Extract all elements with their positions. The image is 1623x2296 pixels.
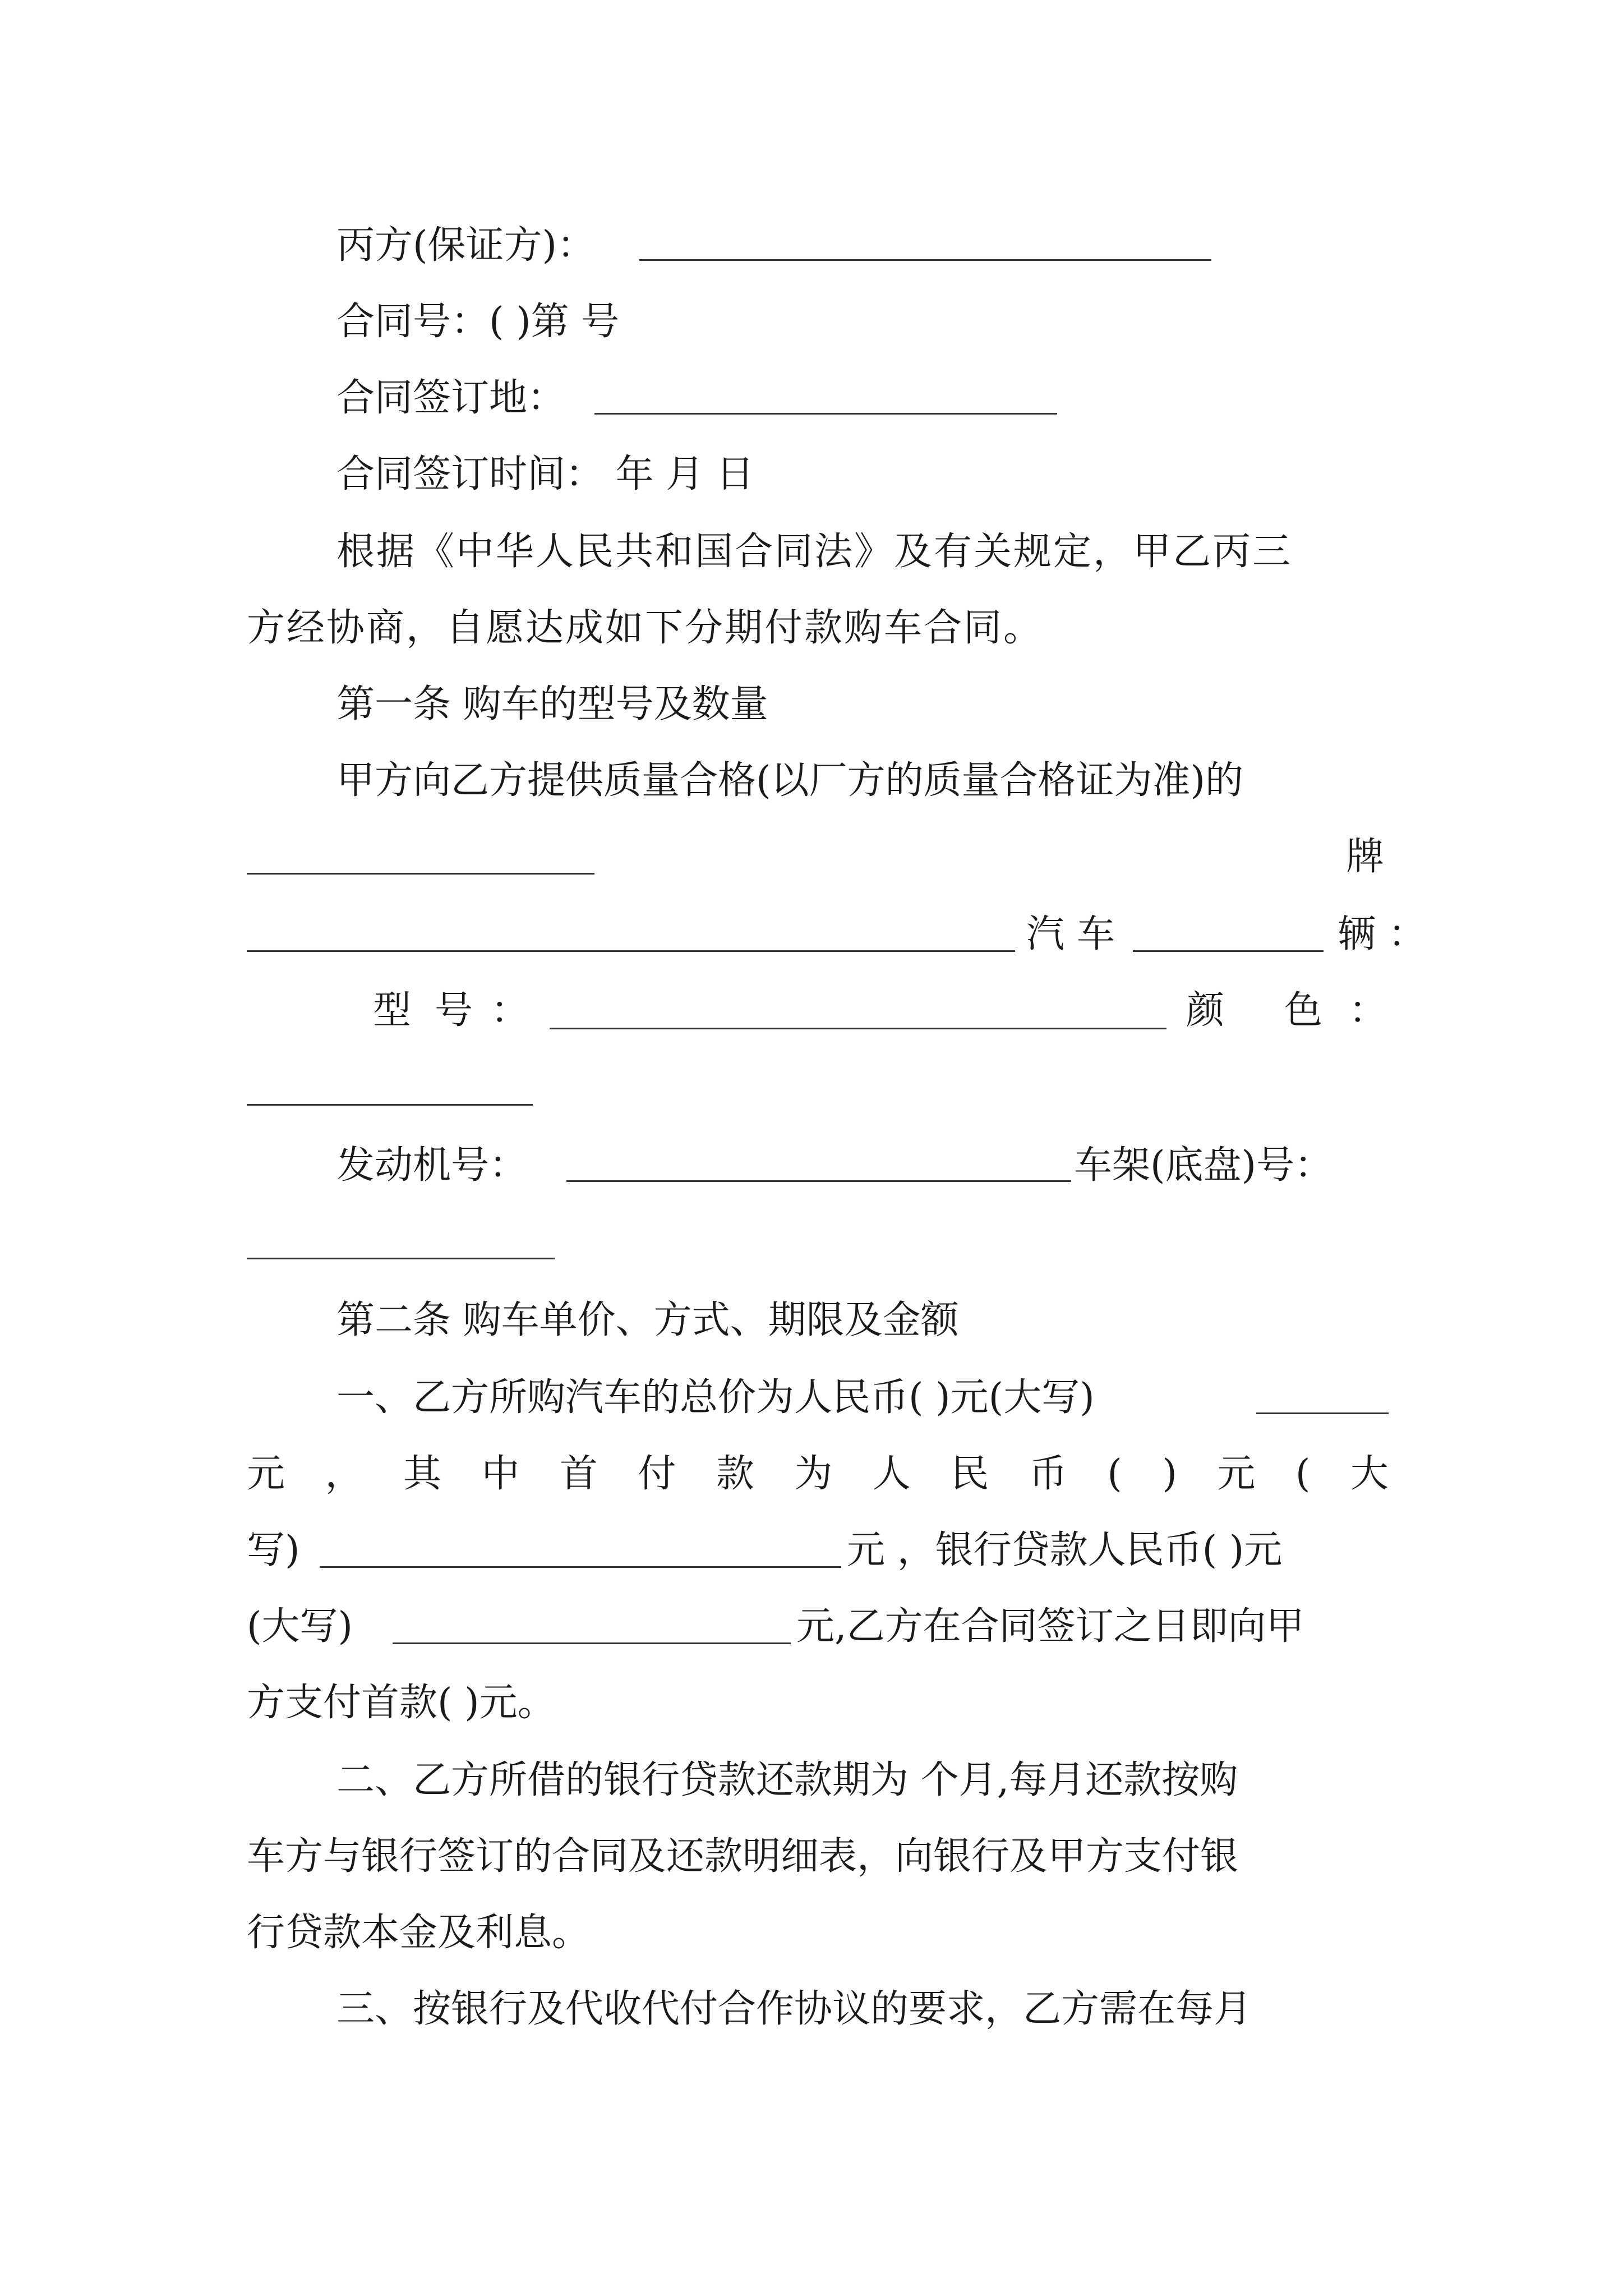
contract-number: 合同号：( )第 号: [336, 300, 620, 344]
price-line-3a: 写): [247, 1528, 300, 1572]
frame-label: 车架(底盘)号：: [1074, 1143, 1333, 1188]
price-line-2-char: 其: [403, 1452, 441, 1496]
preamble-line-1: 根据《中华人民共和国合同法》及有关规定，甲乙丙三: [336, 530, 1293, 574]
loan-words-blank: [393, 1642, 791, 1644]
agreement-line-1: 三、按银行及代收代付合作协议的要求，乙方需在每月: [336, 1987, 1252, 2031]
model-label-1: 型: [373, 988, 412, 1033]
loan-term-line-1: 二、乙方所借的银行贷款还款期为 个月,每月还款按购: [336, 1758, 1238, 1802]
price-line-2: [247, 1452, 1389, 1496]
signing-place-label: 合同签订地：: [336, 376, 566, 420]
engine-blank: [566, 1180, 1071, 1182]
price-line-2-char: 大: [1350, 1452, 1389, 1496]
guarantor-label: 丙方(保证方)：: [336, 223, 596, 268]
price-line-2-char: ，: [325, 1452, 363, 1496]
down-payment-words-blank: [320, 1566, 841, 1568]
color-label-3: ：: [1349, 988, 1387, 1033]
model-label-3: ：: [491, 988, 529, 1033]
car-label: 汽车: [1026, 912, 1128, 956]
guarantor-blank: [639, 259, 1211, 261]
price-line-2-char: (: [1107, 1452, 1122, 1496]
price-line-2-char: 民: [951, 1452, 989, 1496]
price-line-2-char: 中: [481, 1452, 520, 1496]
engine-label: 发动机号：: [336, 1143, 528, 1188]
loan-term-line-3: 行贷款本金及利息。: [247, 1911, 591, 1955]
price-line-2-char: (: [1295, 1452, 1311, 1496]
total-price-words-blank: [1256, 1412, 1389, 1414]
car-quantity-blank: [1133, 950, 1324, 952]
brand-suffix: 牌: [1346, 835, 1385, 879]
price-line-3b: 元 ，银行贷款人民币( )元: [847, 1528, 1283, 1572]
car-model-blank: [247, 950, 1015, 952]
unit-label: 辆：: [1338, 912, 1439, 956]
article-1-title: 第一条 购车的型号及数量: [336, 682, 768, 726]
article-1-para-1: 甲方向乙方提供质量合格(以厂方的质量合格证为准)的: [336, 758, 1244, 803]
price-line-2-char: ): [1162, 1452, 1177, 1496]
price-line-4a: (大写): [247, 1604, 353, 1649]
loan-term-line-2: 车方与银行签订的合同及还款明细表，向银行及甲方支付银: [247, 1834, 1239, 1879]
price-line-5: 方支付首款( )元。: [247, 1681, 556, 1725]
price-line-4b: 元,乙方在合同签订之日即向甲: [796, 1604, 1304, 1649]
price-line-2-char: 元: [1217, 1452, 1256, 1496]
frame-blank: [247, 1258, 555, 1259]
price-line-1: 一、乙方所购汽车的总价为人民币( )元(大写): [336, 1375, 1095, 1420]
color-label-1: 颜: [1186, 988, 1225, 1033]
price-line-2-char: 首: [559, 1452, 598, 1496]
signing-date: 合同签订时间： 年 月 日: [336, 452, 754, 496]
model-blank: [550, 1028, 1166, 1029]
price-line-2-char: 人: [872, 1452, 911, 1496]
price-line-2-char: 元: [247, 1452, 285, 1496]
model-label-2: 号: [435, 988, 473, 1033]
price-line-2-char: 币: [1029, 1452, 1067, 1496]
article-2-title: 第二条 购车单价、方式、期限及金额: [336, 1298, 959, 1342]
brand-blank: [247, 873, 594, 875]
price-line-2-char: 款: [716, 1452, 754, 1496]
preamble-line-2: 方经协商，自愿达成如下分期付款购车合同。: [247, 606, 1044, 650]
price-line-2-char: 付: [638, 1452, 676, 1496]
color-label-2: 色: [1284, 988, 1323, 1033]
color-blank: [247, 1104, 533, 1106]
signing-place-blank: [594, 413, 1057, 415]
price-line-2-char: 为: [794, 1452, 833, 1496]
